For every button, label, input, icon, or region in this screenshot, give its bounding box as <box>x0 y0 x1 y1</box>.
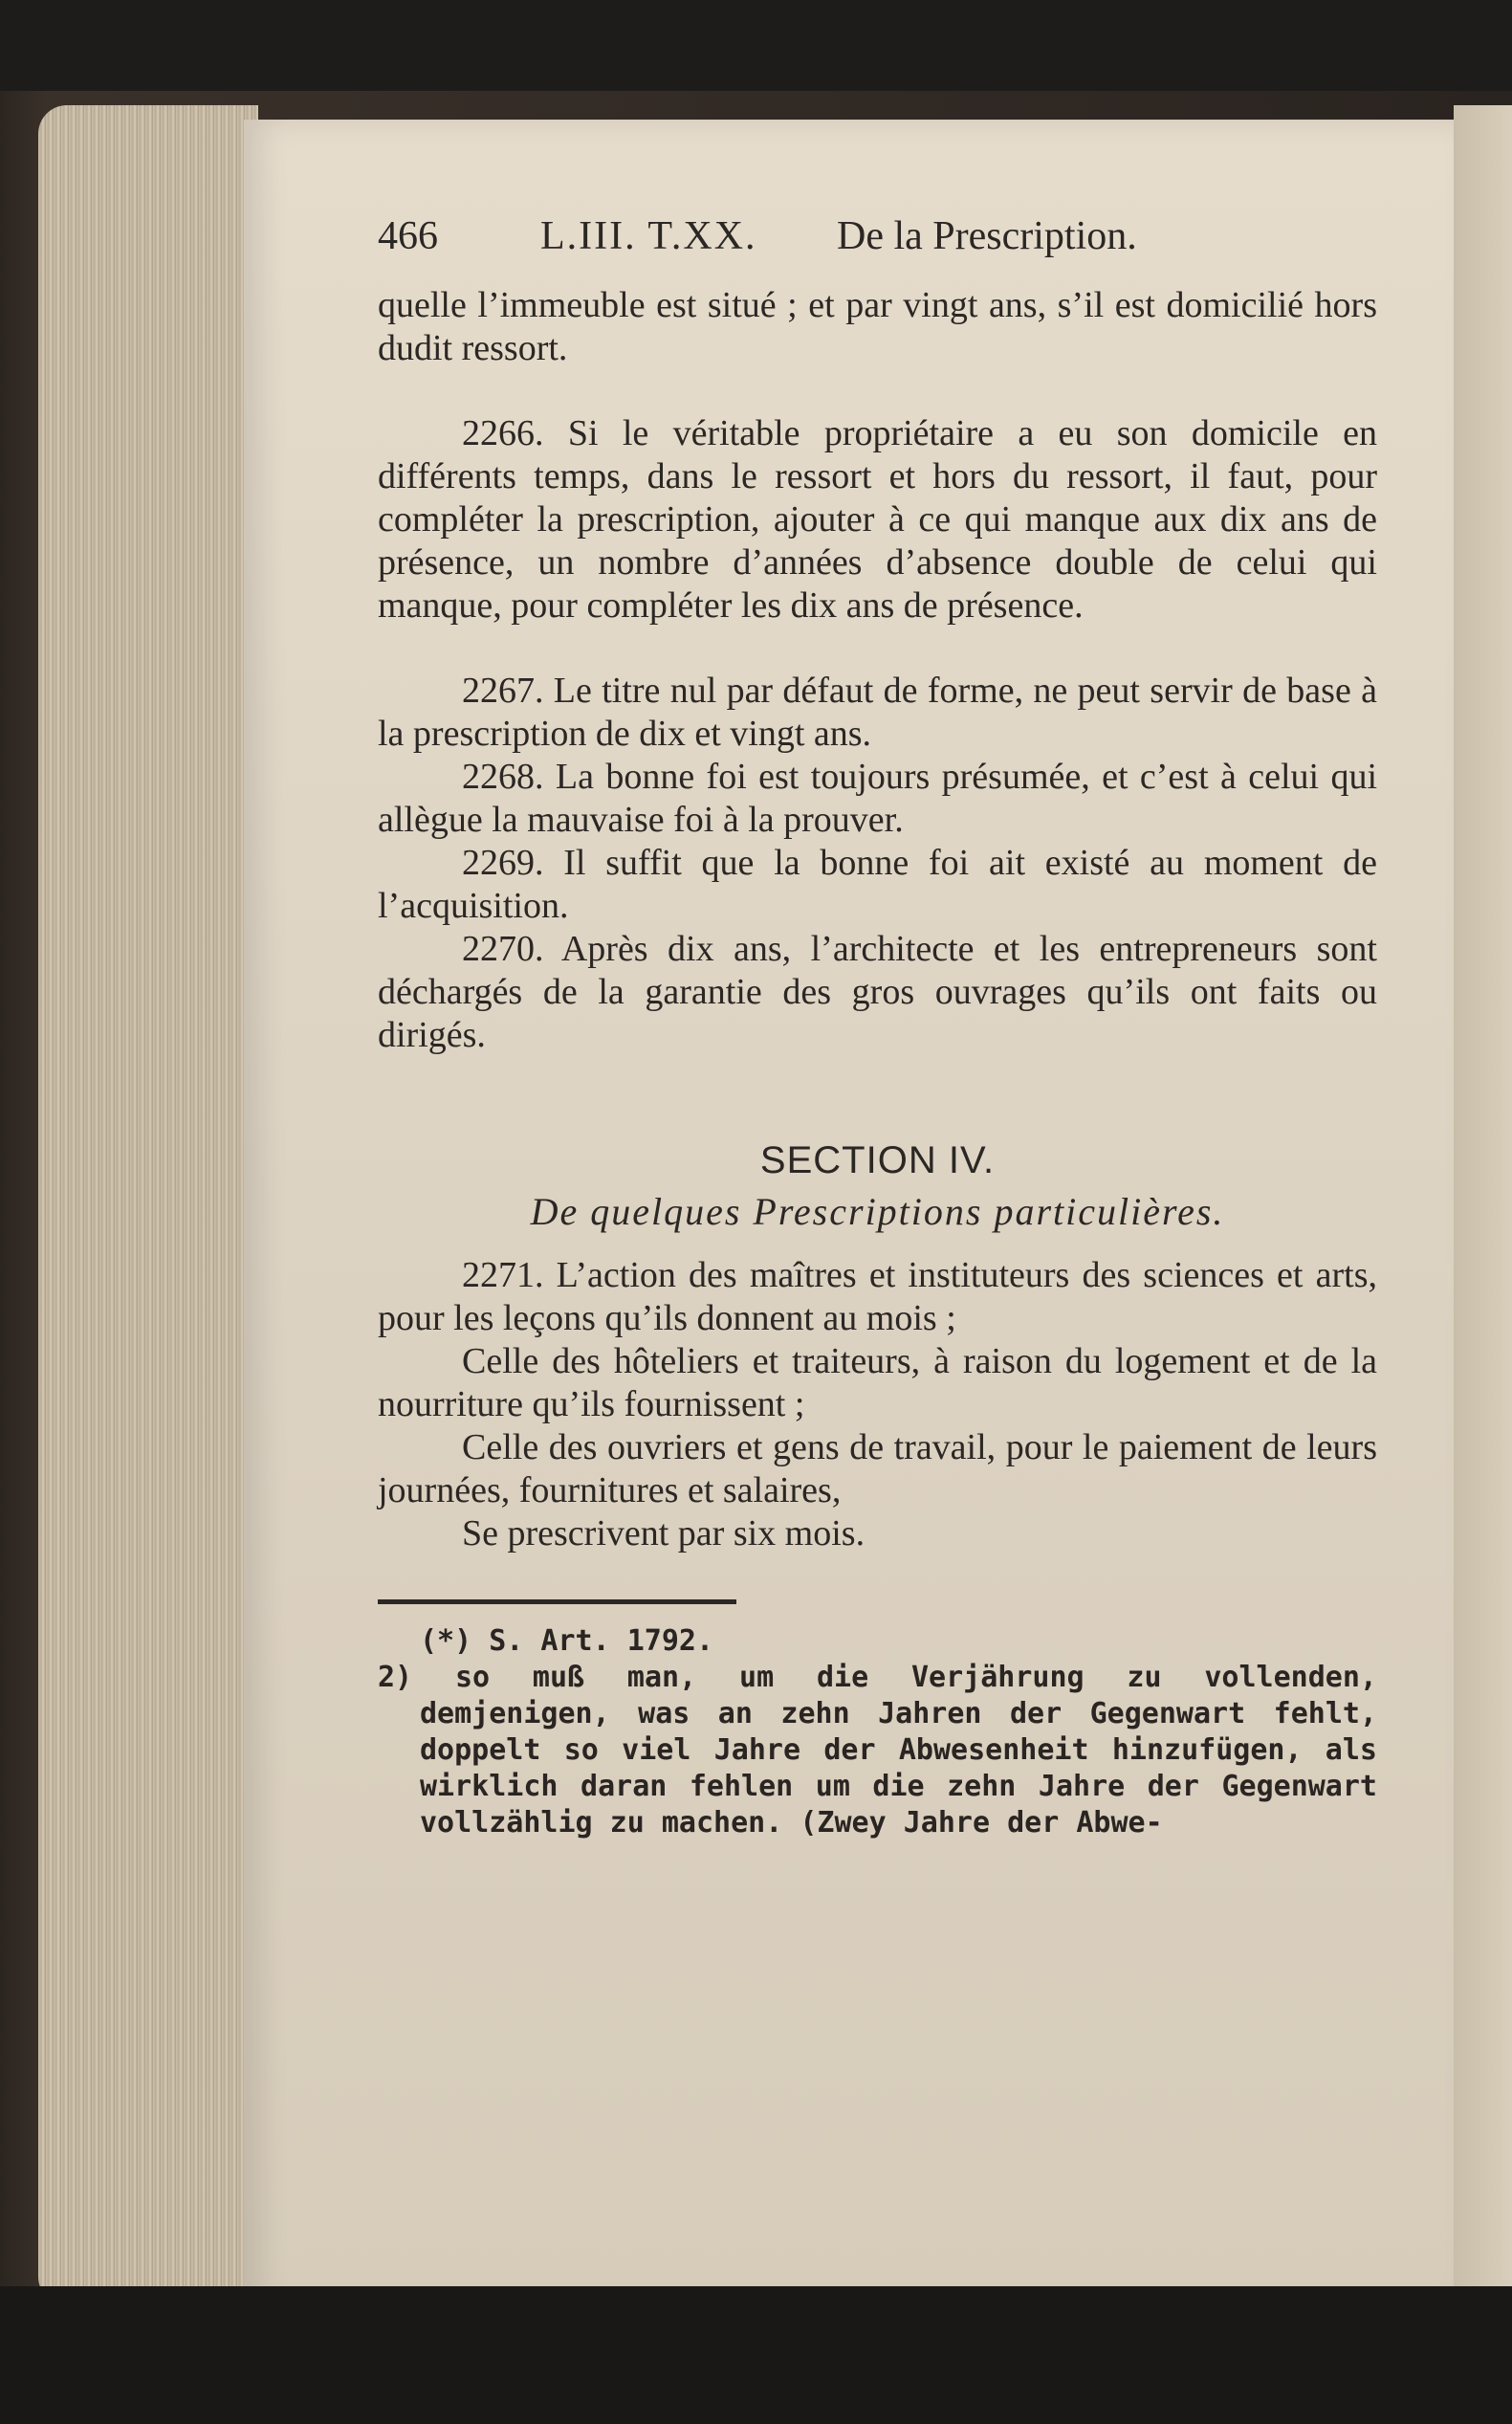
article-2271-ouvriers: Celle des ouvriers et gens de travail, pour le paiement de leurs journées, fournitures et salaires, <box>378 1427 1377 1510</box>
article-2270: 2270. Après dix ans, l’architecte et les entrepreneurs sont déchargés de la garantie des gros ouvrages qu’ils ont faits ou dirigés. <box>378 929 1377 1055</box>
bottom-shadow <box>0 2286 1512 2424</box>
page-content <box>378 215 1377 1841</box>
footnote-rule <box>378 1599 736 1604</box>
page-number: 466 <box>378 214 438 258</box>
next-page-edge <box>1454 105 1512 2286</box>
article-2269: 2269. Il suffit que la bonne foi ait existé au moment de l’acquisition. <box>378 843 1377 926</box>
article-2271-conclusion: Se prescrivent par six mois. <box>462 1513 866 1554</box>
running-title: De la Prescription. <box>837 214 1137 258</box>
article-2266: 2266. Si le véritable propriétaire a eu son domicile en différents temps, dans le ressort et hors du ressort, il faut, pour compléter la prescription, ajouter à ce qui manque aux dix ans de présence, un nombre d’années d’absence double de celui qui manque, pour compléter les dix ans de présence. <box>378 413 1377 626</box>
section-heading: SECTION IV. <box>759 1139 996 1181</box>
article-2268: 2268. La bonne foi est toujours présumée, et c’est à celui qui allègue la mauvaise foi à la prouver. <box>378 757 1377 840</box>
footnotes <box>378 1623 1377 1841</box>
article-2271-hoteliers: Celle des hôteliers et traiteurs, à raison du logement et de la nourriture qu’ils fournissent ; <box>378 1341 1377 1424</box>
article-2267: 2267. Le titre nul par défaut de forme, ne peut servir de base à la prescription de dix et vingt ans. <box>378 671 1377 754</box>
book-title-ref: L.III. T.XX. <box>540 214 757 258</box>
running-header <box>378 215 1377 273</box>
page-edges <box>38 105 258 2305</box>
section-subtitle: De quelques Prescriptions particulières. <box>530 1190 1225 1233</box>
footnote-reference: (*) S. Art. 1792. <box>420 1624 714 1658</box>
article-2271: 2271. L’action des maîtres et instituteurs des sciences et arts, pour les leçons qu’ils donnent au mois ; <box>378 1255 1377 1338</box>
paragraph-continuation: quelle l’immeuble est situé ; et par vingt ans, s’il est domicilié hors dudit ressort. <box>378 285 1377 368</box>
footnote-translation: 2) so muß man, um die Verjährung zu vollenden, demjenigen, was an zehn Jahren der Gegenwart fehlt, doppelt so viel Jahre der Abwesenheit hinzufügen, als wirklich daran fehlen um die zehn Jahre der Gegenwart vollzählig zu machen. (Zwey Jahre der Abwe- <box>378 1661 1377 1840</box>
